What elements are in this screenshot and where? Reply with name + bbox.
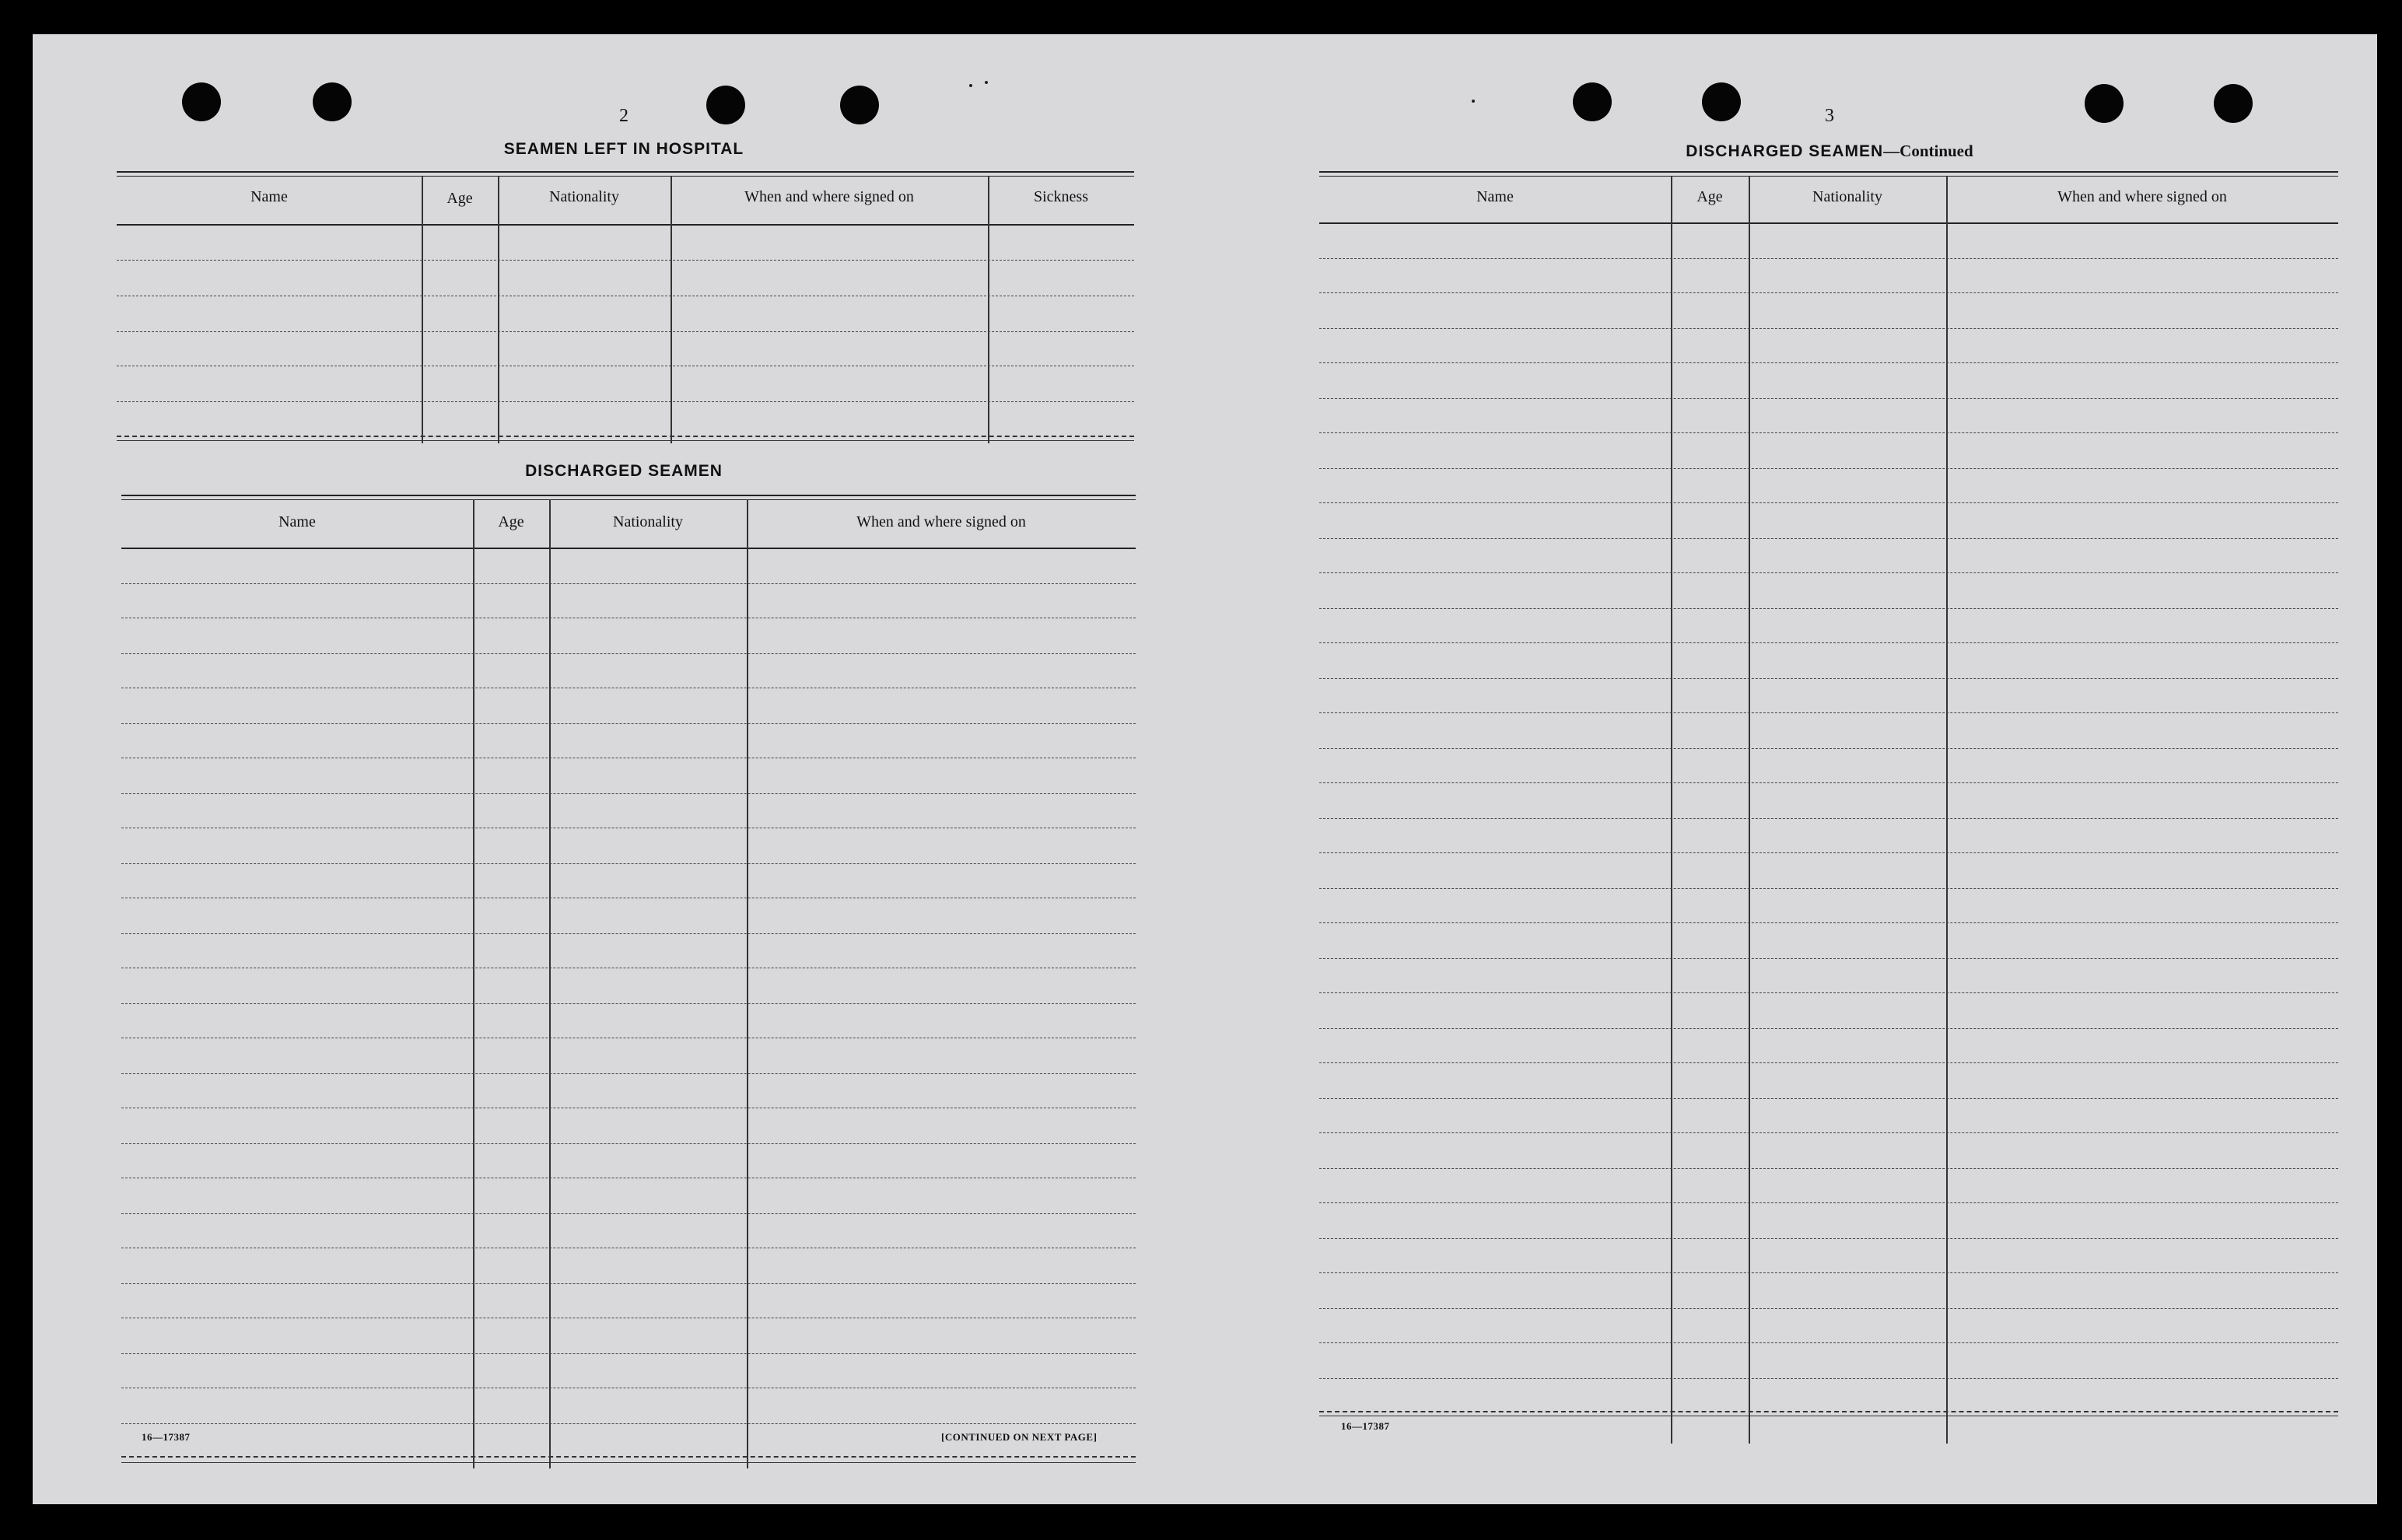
form-number: 16—17387: [1341, 1420, 1390, 1432]
discharged-table: [121, 495, 1136, 1468]
discharged-section-title: DISCHARGED SEAMEN: [525, 462, 723, 480]
hospital-section-title: SEAMEN LEFT IN HOSPITAL: [503, 140, 744, 158]
hospital-table: [117, 171, 1134, 443]
discharged-continued-title: [1549, 142, 2110, 161]
form-number: 16—17387: [142, 1431, 191, 1443]
column-header-age: Age: [446, 190, 473, 207]
discharged-continued-table: [1319, 171, 2338, 1444]
page-number: 2: [619, 106, 629, 126]
column-header-signed-on: When and where signed on: [856, 513, 1026, 530]
continued-note: [CONTINUED ON NEXT PAGE]: [941, 1431, 1098, 1443]
column-header-nationality: Nationality: [613, 513, 683, 530]
column-header-name: Name: [1476, 188, 1514, 205]
page-number: 3: [1825, 106, 1834, 126]
column-header-signed-on: When and where signed on: [744, 188, 914, 205]
section-title: DISCHARGED SEAMEN: [1686, 142, 1884, 160]
right-page: [1199, 34, 2377, 1504]
column-header-name: Name: [278, 513, 316, 530]
left-page: [33, 34, 1199, 1504]
column-header-nationality: Nationality: [549, 188, 619, 205]
column-header-age: Age: [498, 513, 524, 530]
column-header-name: Name: [250, 188, 288, 205]
form-sheet: [33, 34, 2377, 1504]
column-header-sickness: Sickness: [1034, 188, 1088, 205]
section-title-suffix: —Continued: [1883, 142, 1973, 160]
column-header-nationality: Nationality: [1812, 188, 1882, 205]
column-header-signed-on: When and where signed on: [2057, 188, 2227, 205]
column-header-age: Age: [1696, 188, 1723, 205]
